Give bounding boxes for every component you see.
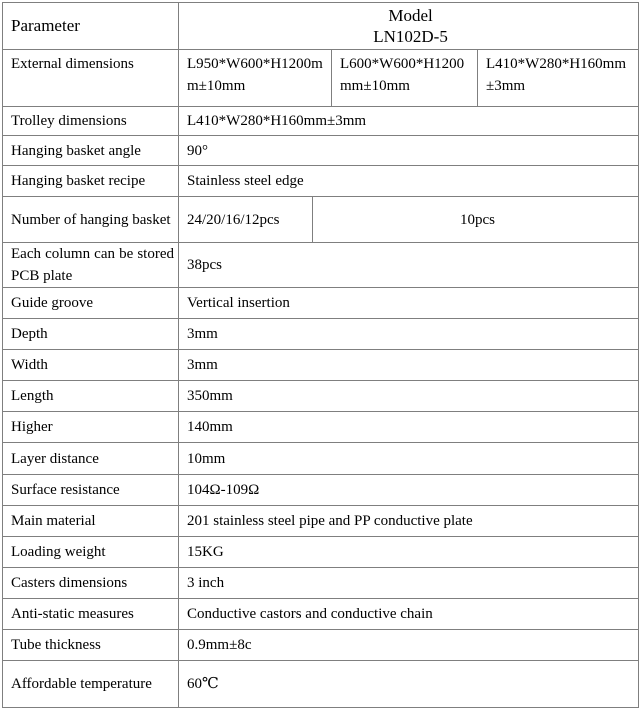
spec-table <box>2 2 639 708</box>
row-label: Affordable temperature <box>3 661 179 708</box>
row-value: 104Ω-109Ω <box>179 475 639 506</box>
row-value: Vertical insertion <box>179 288 639 319</box>
row-label: Anti-static measures <box>3 599 179 630</box>
row-value: Conductive castors and conductive chain <box>179 599 639 630</box>
external-dimensions-row <box>3 50 639 107</box>
row-label: Depth <box>3 319 179 350</box>
table-row <box>3 350 639 381</box>
parameter-header: Parameter <box>3 3 179 50</box>
row-label: Tube thickness <box>3 630 179 661</box>
model-header <box>179 3 639 50</box>
row-label: Guide groove <box>3 288 179 319</box>
model-label: Model <box>388 6 433 25</box>
row-value: 90° <box>179 136 639 166</box>
row-value: 3 inch <box>179 568 639 599</box>
row-label: Main material <box>3 506 179 537</box>
table-row <box>3 107 639 136</box>
row-value: 3mm <box>179 319 639 350</box>
table-row <box>3 537 639 568</box>
external-dimensions-value-3: L410*W280*H160mm±3mm <box>478 50 639 107</box>
row-value: 15KG <box>179 537 639 568</box>
hanging-basket-count-label: Number of hanging basket <box>3 197 179 243</box>
external-dimensions-label: External dimensions <box>3 50 179 107</box>
row-label: Each column can be stored PCB plate <box>3 243 179 288</box>
table-row <box>3 381 639 412</box>
row-value: 0.9mm±8c <box>179 630 639 661</box>
external-dimensions-value-1: L950*W600*H1200mm±10mm <box>179 50 332 107</box>
row-label: Hanging basket angle <box>3 136 179 166</box>
row-value: 201 stainless steel pipe and PP conductive plate <box>179 506 639 537</box>
table-row <box>3 661 639 708</box>
row-label: Casters dimensions <box>3 568 179 599</box>
table-row <box>3 630 639 661</box>
table-row <box>3 506 639 537</box>
table-row <box>3 568 639 599</box>
external-dimensions-value-2: L600*W600*H1200mm±10mm <box>332 50 478 107</box>
row-label: Trolley dimensions <box>3 107 179 136</box>
table-row <box>3 443 639 475</box>
row-value: Stainless steel edge <box>179 166 639 197</box>
table-row <box>3 599 639 630</box>
model-number: LN102D-5 <box>373 27 448 46</box>
row-label: Surface resistance <box>3 475 179 506</box>
hanging-basket-count-row <box>3 197 639 243</box>
row-label: Loading weight <box>3 537 179 568</box>
table-row <box>3 412 639 443</box>
row-value: 3mm <box>179 350 639 381</box>
row-label: Higher <box>3 412 179 443</box>
table-row <box>3 243 639 288</box>
row-value: 60℃ <box>179 661 639 708</box>
row-value: 350mm <box>179 381 639 412</box>
hanging-basket-count-value-2: 10pcs <box>313 197 639 243</box>
row-label: Length <box>3 381 179 412</box>
header-row <box>3 3 639 50</box>
table-row <box>3 166 639 197</box>
row-label: Layer distance <box>3 443 179 475</box>
table-row <box>3 136 639 166</box>
row-value: L410*W280*H160mm±3mm <box>179 107 639 136</box>
row-label: Width <box>3 350 179 381</box>
row-value: 10mm <box>179 443 639 475</box>
table-row <box>3 475 639 506</box>
row-value: 38pcs <box>179 243 639 288</box>
row-value: 140mm <box>179 412 639 443</box>
table-row <box>3 319 639 350</box>
row-label: Hanging basket recipe <box>3 166 179 197</box>
table-row <box>3 288 639 319</box>
hanging-basket-count-value-1: 24/20/16/12pcs <box>179 197 313 243</box>
